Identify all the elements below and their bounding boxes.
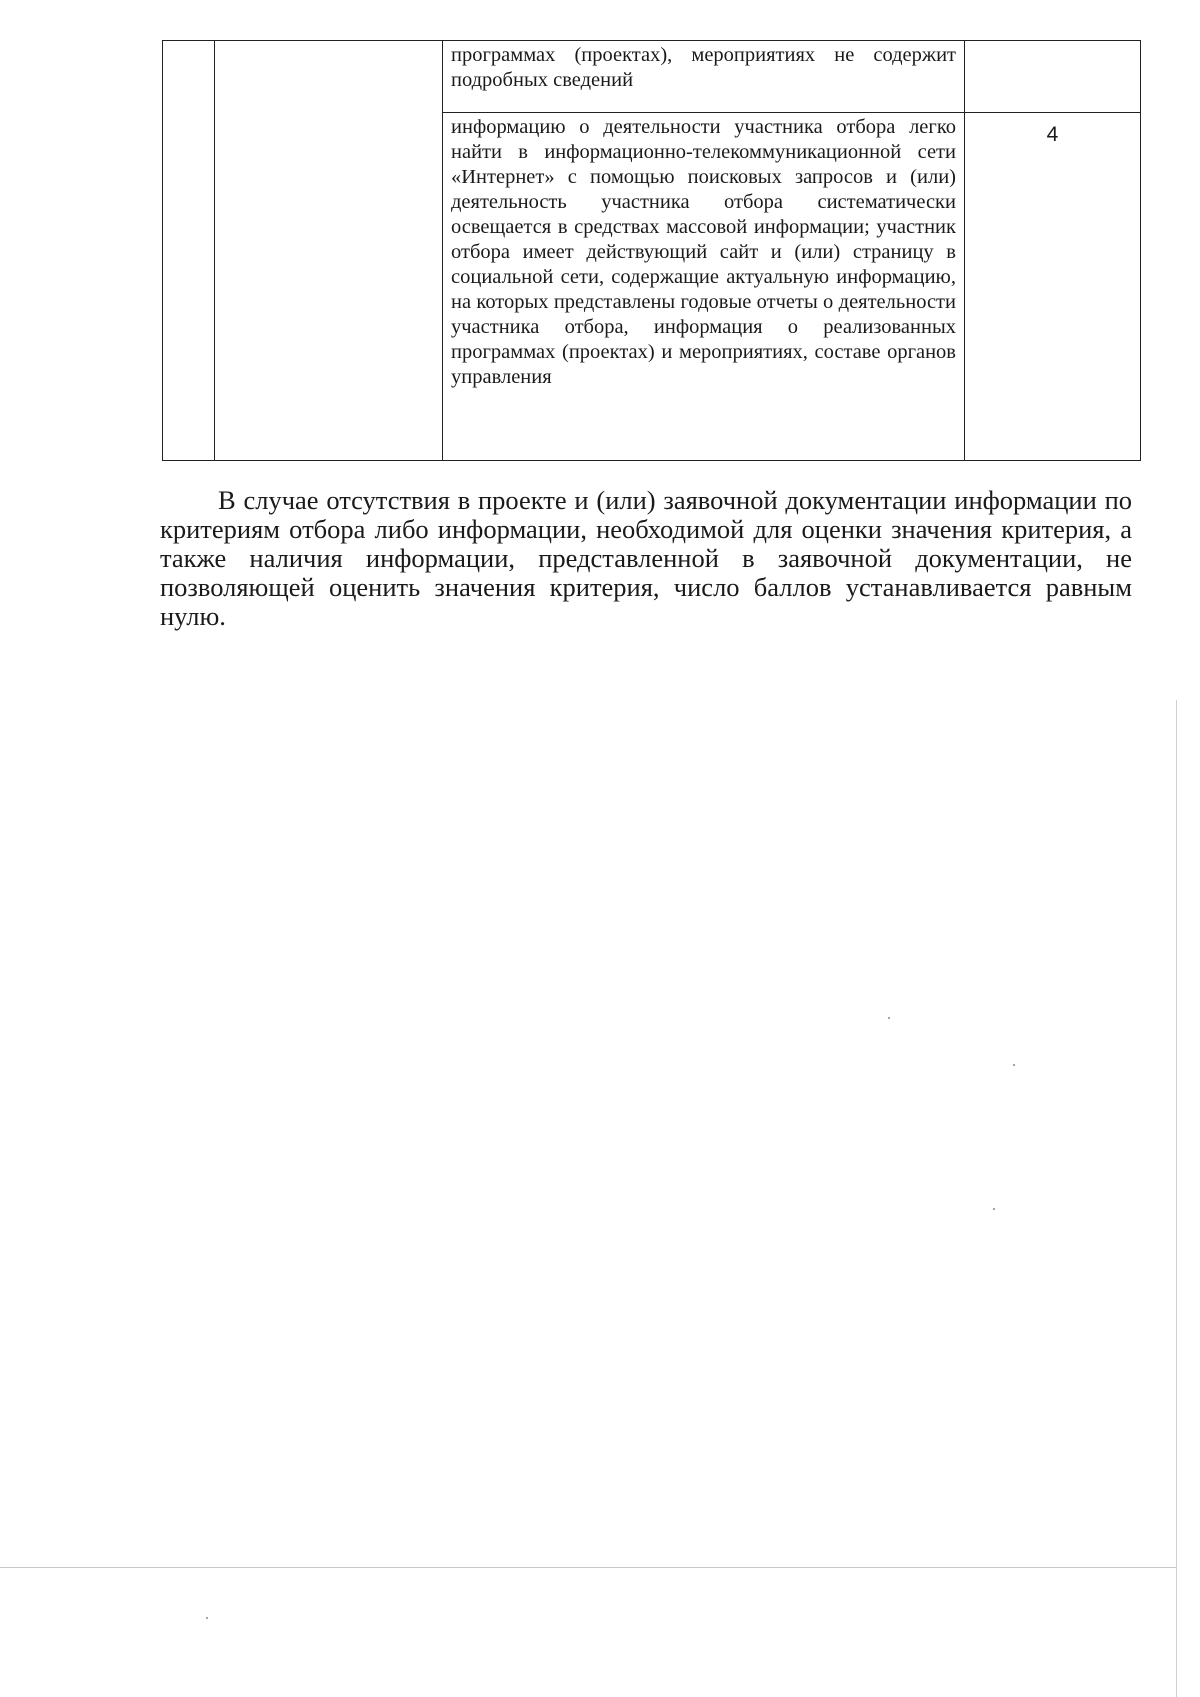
scan-speck [1013,1064,1015,1066]
score-value [965,41,1140,51]
body-paragraph: В случае отсутствия в проекте и (или) заявочной документации информации по критериям отбора либо информации, необходимой для оценки значения критерия, а также наличия информации, представленной в заявочной документации, не позволяющей оценить значения критерия, число баллов устанавливается равным нулю. [160,485,1132,631]
score-cell [965,41,1141,113]
scan-artifact-line [0,1567,1176,1568]
scan-speck [888,1017,890,1019]
description-text: программах (проектах), мероприятиях не содержит подробных сведений [451,44,956,91]
row-number-cell [163,41,215,461]
score-cell [965,113,1141,461]
score-value: 4 [1046,123,1059,146]
table-row [163,41,1141,113]
scan-artifact-line [1176,700,1177,1697]
scan-speck [206,1617,208,1619]
description-text: информацию о деятельности участника отбора легко найти в информационно-телекоммуникационной сети «Интернет» с помощью поисковых запросов и (или) деятельность участника отбора систематически освещается в средствах массовой информации; участник отбора имеет действующий сайт и (или) страницу в социальной сети, содержащие актуальную информацию, на которых представлены годовые отчеты о деятельности участника отбора, информация о реализованных программах (проектах) и мероприятиях, составе органов управления [451,116,956,388]
description-cell [443,113,965,461]
criterion-name-cell [215,41,443,461]
criteria-table [162,40,1141,461]
scan-speck [993,1208,995,1210]
description-cell [443,41,965,113]
